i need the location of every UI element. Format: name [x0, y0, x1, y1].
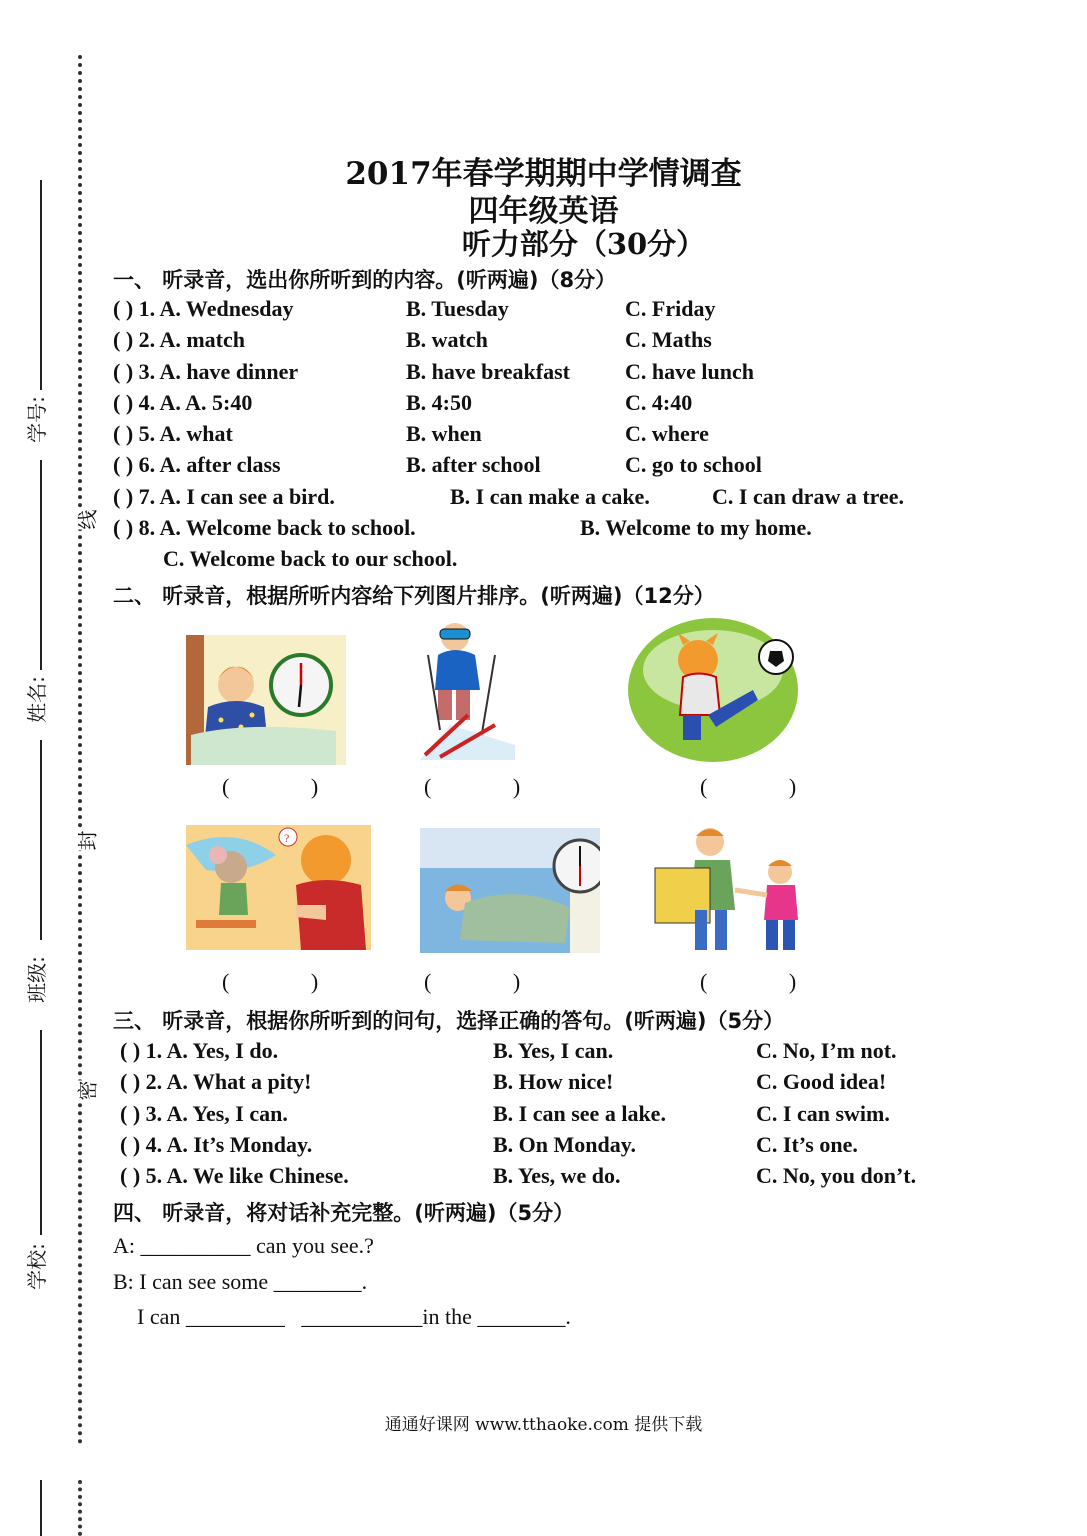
- part-title: 听力部分（30分）: [461, 227, 706, 261]
- section1-heading: 一、 听录音，选出你所听到的内容。(听两遍)（8分）: [113, 268, 617, 292]
- page-subtitle: 四年级英语: [468, 194, 619, 229]
- class-label: 班级:: [24, 956, 49, 1003]
- order-blank[interactable]: ( ): [700, 969, 835, 994]
- section3-heading: 三、 听录音，根据你所听到的问句，选择正确的答句。(听两遍)（5分）: [113, 1009, 785, 1033]
- skiing-picture: [420, 615, 515, 760]
- footer-credit: 通通好课网 www.tthaoke.com 提供下载: [384, 1415, 703, 1435]
- waking-up-picture: [186, 635, 346, 765]
- section2-heading: 二、 听录音，根据所听内容给下列图片排序。(听两遍)（12分）: [113, 584, 715, 608]
- order-blank[interactable]: ( ): [424, 774, 559, 799]
- order-blank[interactable]: ( ): [222, 774, 357, 799]
- order-blank[interactable]: ( ): [700, 774, 835, 799]
- cut-line: [78, 1480, 82, 1536]
- seal-char-line: 线: [72, 510, 101, 530]
- order-blank[interactable]: ( ): [222, 969, 357, 994]
- dialogue-line: I can _________ ___________in the ________.: [137, 1304, 571, 1329]
- margin-rule: [40, 1480, 42, 1536]
- name-label: 姓名:: [24, 676, 49, 723]
- student-number-label: 学号:: [24, 396, 49, 443]
- margin-rule: [40, 460, 42, 670]
- football-picture: [628, 615, 803, 765]
- going-to-school-picture: [650, 820, 825, 955]
- order-blank[interactable]: ( ): [424, 969, 559, 994]
- mouse-and-tiger-picture: [186, 825, 371, 950]
- margin-rule: [40, 1030, 42, 1235]
- page-title: 2017年春学期期中学情调查: [345, 156, 742, 192]
- school-label: 学校:: [24, 1243, 49, 1290]
- svg-text:?: ?: [284, 831, 290, 845]
- cut-line: [78, 55, 82, 1445]
- sleeping-picture: [420, 828, 600, 953]
- seal-char-seal: 封: [72, 831, 101, 851]
- dialogue-line: A: __________ can you see.?: [113, 1233, 374, 1258]
- dialogue-line: B: I can see some ________.: [113, 1269, 368, 1294]
- margin-rule: [40, 740, 42, 940]
- section4-heading: 四、 听录音，将对话补充完整。(听两遍)（5分）: [113, 1201, 575, 1225]
- seal-char-secret: 密: [72, 1081, 101, 1101]
